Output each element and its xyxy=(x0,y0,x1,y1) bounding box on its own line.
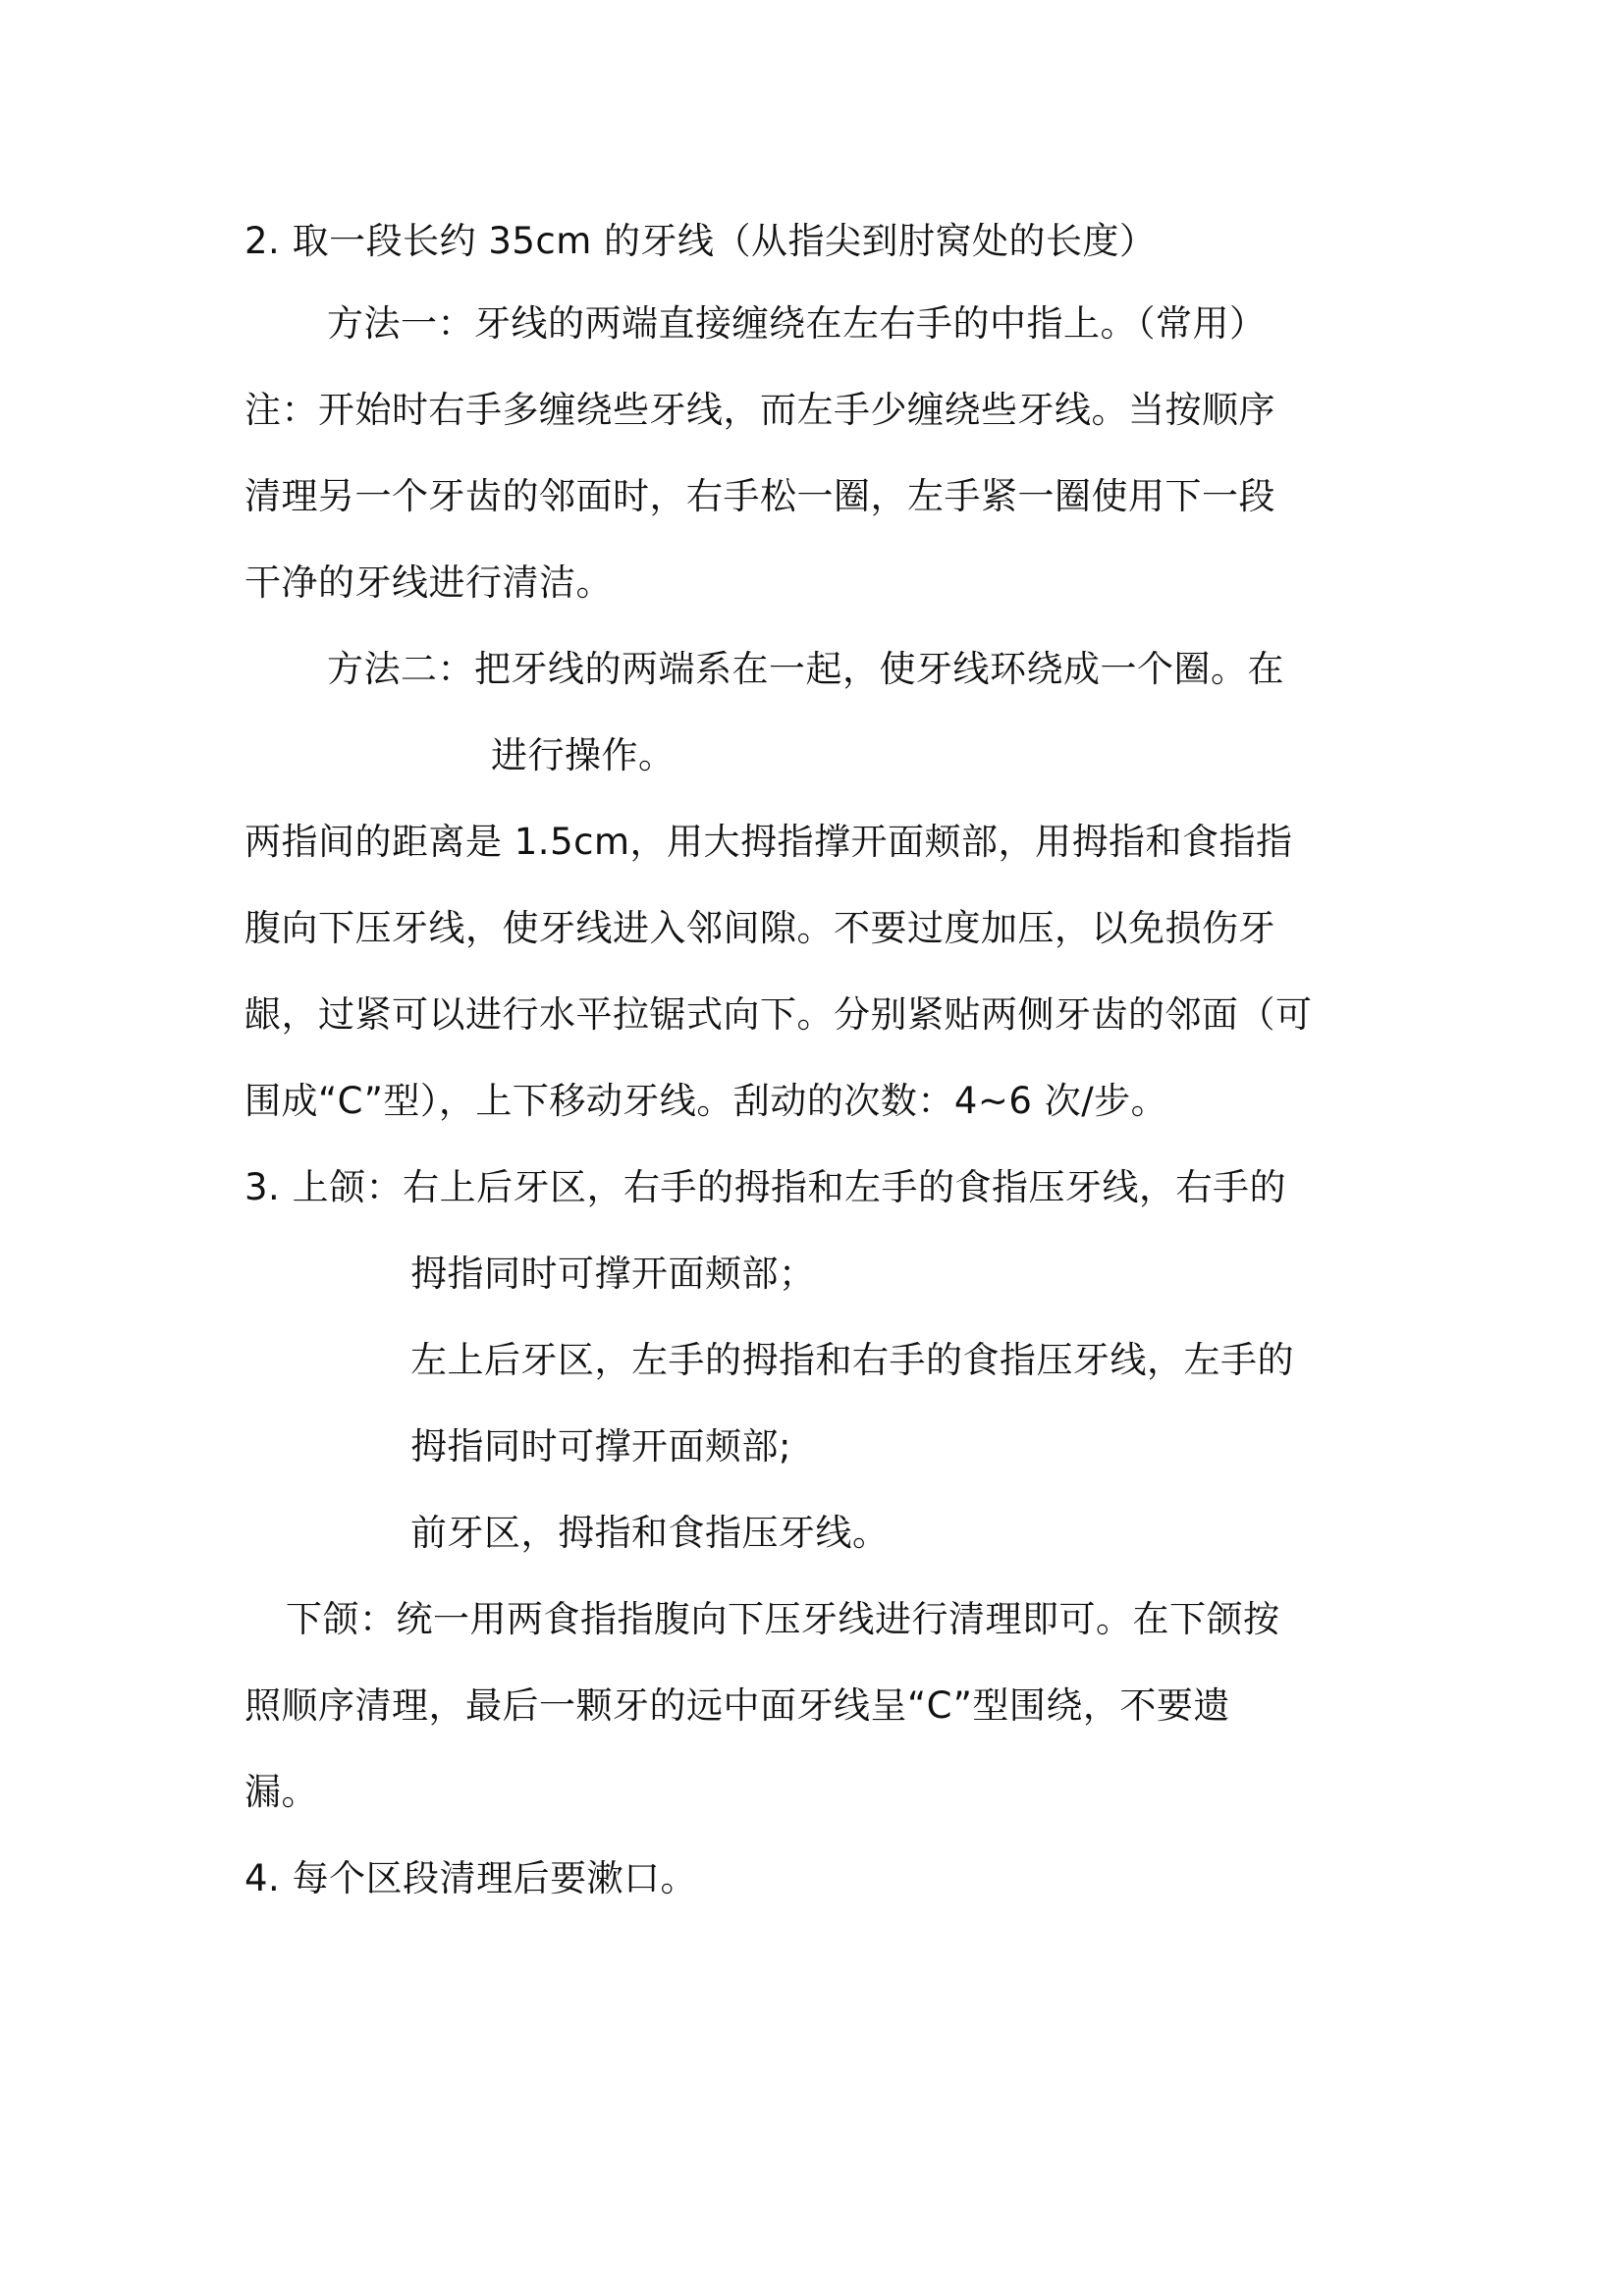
technique-line-3: 龈，过紧可以进行水平拉锯式向下。分别紧贴两侧牙齿的邻面（可 xyxy=(244,993,1313,1036)
upper-jaw-line-4: 拇指同时可撑开面颊部; xyxy=(410,1425,791,1468)
technique-line-1: 两指间的距离是 1.5cm，用大拇指撑开面颊部，用拇指和食指指 xyxy=(244,821,1293,863)
method1-text: 方法一：牙线的两端直接缠绕在左右手的中指上。（常用） xyxy=(327,302,1267,345)
note-line-2: 清理另一个牙齿的邻面时，右手松一圈，左手紧一圈使用下一段 xyxy=(244,475,1275,517)
step2-heading: 2. 取一段长约 35cm 的牙线（从指尖到肘窝处的长度） xyxy=(244,220,1157,262)
note-line-1: 注：开始时右手多缠绕些牙线，而左手少缠绕些牙线。当按顺序 xyxy=(244,389,1275,431)
technique-line-4: 围成“C”型），上下移动牙线。刮动的次数：4~6 次/步。 xyxy=(244,1080,1168,1122)
method2-line-1: 方法二：把牙线的两端系在一起，使牙线环绕成一个圈。在 xyxy=(327,648,1284,690)
lower-jaw-line-1: 下颌：统一用两食指指腹向下压牙线进行清理即可。在下颌按 xyxy=(286,1598,1280,1640)
upper-jaw-line-2: 拇指同时可撑开面颊部； xyxy=(410,1253,816,1295)
lower-jaw-line-2: 照顺序清理，最后一颗牙的远中面牙线呈“C”型围绕，不要遗 xyxy=(244,1684,1230,1727)
note-line-3: 干净的牙线进行清洁。 xyxy=(244,561,613,604)
technique-line-2: 腹向下压牙线，使牙线进入邻间隙。不要过度加压，以免损伤牙 xyxy=(244,907,1275,949)
upper-jaw-line-3: 左上后牙区，左手的拇指和右手的食指压牙线，左手的 xyxy=(410,1339,1294,1381)
upper-jaw-line-1: 3. 上颌：右上后牙区，右手的拇指和左手的食指压牙线，右手的 xyxy=(244,1166,1287,1208)
upper-jaw-line-5: 前牙区，拇指和食指压牙线。 xyxy=(410,1512,890,1554)
step4-text: 4. 每个区段清理后要漱口。 xyxy=(244,1857,698,1899)
method2-line-2: 进行操作。 xyxy=(491,734,676,776)
lower-jaw-line-3: 漏。 xyxy=(244,1771,318,1813)
